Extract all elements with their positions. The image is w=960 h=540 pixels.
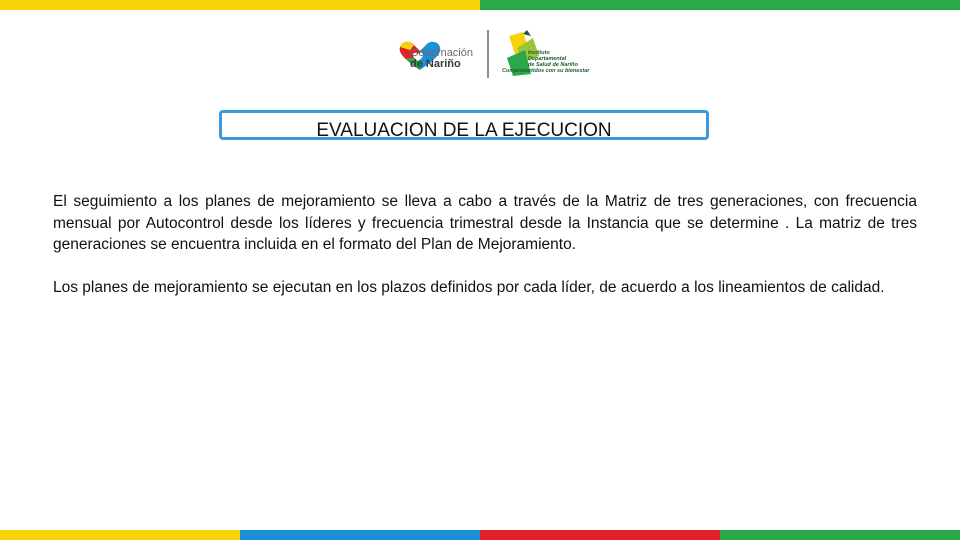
bottom-stripe-blue <box>240 530 480 540</box>
top-color-stripe <box>0 0 960 10</box>
top-stripe-green <box>480 0 960 10</box>
gobernacion-logo-line2: de Nariño <box>410 58 461 70</box>
gobernacion-logo-line1: Gobernación <box>410 47 473 59</box>
idsn-logo-text <box>502 50 590 74</box>
idsn-logo-line2: Departamental <box>528 56 567 62</box>
top-stripe-yellow <box>0 0 480 10</box>
title-box <box>219 110 709 140</box>
bottom-stripe-yellow <box>0 530 240 540</box>
header-logos <box>360 28 610 80</box>
gobernacion-logo-text <box>410 48 473 70</box>
idsn-logo-line1: Instituto <box>528 50 550 56</box>
logo-divider <box>487 30 489 78</box>
body-paragraph-1: El seguimiento a los planes de mejoramiento se lleva a cabo a través de la Matriz de tres generaciones, con frecuencia mensual por Autocontrol desde los líderes y frecuencia trimestral desde la Instancia que se determine . La matriz de tres generaciones se encuentra incluida en el formato del Plan de Mejoramiento. <box>53 193 917 253</box>
body-paragraph-2: Los planes de mejoramiento se ejecutan en los plazos definidos por cada líder, de acuerdo a los lineamientos de calidad. <box>53 279 885 296</box>
idsn-logo-tagline: Comprometidos con su bienestar <box>502 68 590 74</box>
page-title: EVALUACION DE LA EJECUCION <box>316 120 612 141</box>
bottom-color-stripe <box>0 530 960 540</box>
bottom-stripe-red <box>480 530 720 540</box>
idsn-logo-line3: de Salud de Nariño <box>528 62 578 68</box>
bottom-stripe-green <box>720 530 960 540</box>
